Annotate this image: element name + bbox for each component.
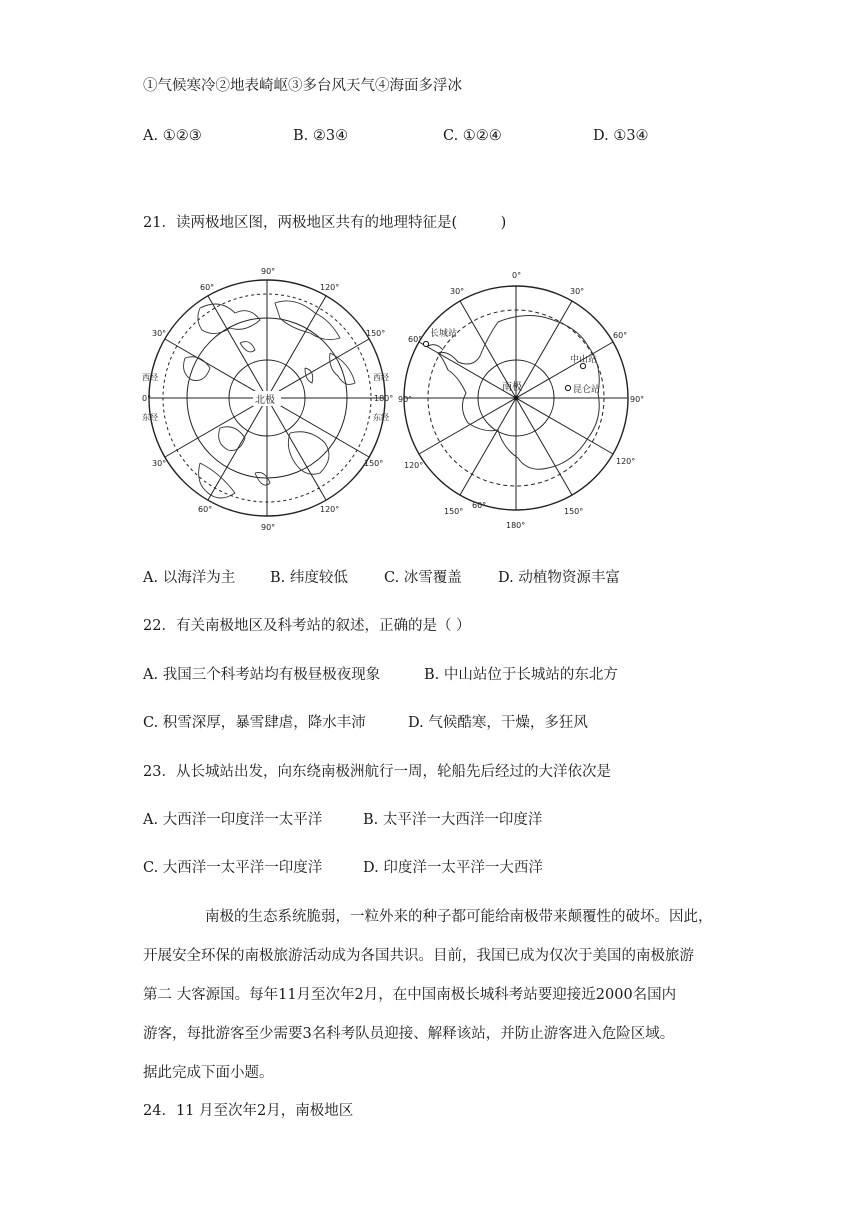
- passage-line-3: 第二 大客源国。每年11月至次年2月，在中国南极长城科考站要迎接近2000名国内: [143, 987, 677, 1003]
- nm-label-r180: 180°: [374, 394, 394, 403]
- q22-option-b[interactable]: B. 中山站位于长城站的东北方: [424, 667, 618, 683]
- sm-label-l60: 60°: [408, 335, 423, 344]
- nm-label-l30b: 30°: [152, 459, 167, 468]
- passage-line-4: 游客，每批游客至少需要3名科考队员迎接、解释该站，并防止游客进入危险区域。: [143, 1026, 675, 1042]
- q21-option-c[interactable]: C. 冰雪覆盖: [384, 570, 462, 586]
- polar-maps-figure: [140, 258, 660, 540]
- zhongshan-station-label: 中山站: [570, 355, 598, 365]
- nm-label-r150b: 150°: [364, 459, 384, 468]
- q20-option-d[interactable]: D. ①3④: [593, 128, 649, 144]
- changcheng-station-label: 长城站: [430, 329, 458, 339]
- south-pole-dot: [514, 396, 518, 400]
- q22-option-d[interactable]: D. 气候酷寒，干燥，多狂风: [408, 715, 588, 731]
- sm-label-r90: 90°: [630, 395, 645, 404]
- nm-label-west2: 西经: [373, 373, 389, 382]
- q23-option-b[interactable]: B. 太平洋一大西洋一印度洋: [363, 812, 543, 828]
- nm-label-br120: 120°: [320, 505, 340, 514]
- q23-option-a[interactable]: A. 大西洋一印度洋一太平洋: [143, 812, 323, 828]
- sm-label-b150r: 150°: [564, 507, 584, 516]
- nm-label-east2: 东经: [373, 413, 389, 422]
- q23-option-c[interactable]: C. 大西洋一太平洋一印度洋: [143, 860, 323, 876]
- sm-label-l90: 90°: [398, 395, 413, 404]
- north-polar-map: [140, 258, 400, 540]
- q21-option-b[interactable]: B. 纬度较低: [270, 570, 348, 586]
- q22-option-c[interactable]: C. 积雪深厚，暴雪肆虐，降水丰沛: [143, 715, 366, 731]
- nm-label-r150a: 150°: [366, 329, 386, 338]
- passage-line-1: 南极的生态系统脆弱，一粒外来的种子都可能给南极带来颠覆性的破坏。因此，: [205, 909, 713, 925]
- nm-label-west: 西经: [142, 373, 158, 382]
- sm-label-b150l: 150°: [444, 507, 464, 516]
- nm-label-east: 东经: [142, 413, 158, 422]
- south-polar-map: [398, 258, 658, 540]
- q21-stem: 21．读两极地区图，两极地区共有的地理特征是( ): [143, 215, 507, 231]
- q22-option-a[interactable]: A. 我国三个科考站均有极昼极夜现象: [143, 667, 381, 683]
- kunlun-station-label: 昆仑站: [573, 385, 601, 395]
- north-pole-label: 北极: [255, 395, 275, 406]
- changcheng-station-marker: [423, 341, 428, 346]
- q21-option-d[interactable]: D. 动植物资源丰富: [498, 570, 620, 586]
- kunlun-station-marker: [565, 385, 570, 390]
- q20-statements: ①气候寒冷②地表崎岖③多台风天气④海面多浮冰: [143, 78, 462, 94]
- south-pole-label: 南极: [502, 382, 522, 393]
- q20-option-b[interactable]: B. ②3④: [293, 128, 349, 144]
- q20-option-c[interactable]: C. ①②④: [443, 128, 502, 144]
- nm-label-zero: 0°: [142, 394, 152, 403]
- passage-line-5: 据此完成下面小题。: [143, 1065, 274, 1081]
- q22-stem: 22．有关南极地区及科考站的叙述，正确的是（ ）: [143, 618, 471, 634]
- sm-label-l120: 120°: [404, 461, 424, 470]
- nm-label-tr120: 120°: [320, 283, 340, 292]
- sm-label-b60: 60°: [472, 501, 487, 510]
- passage-line-2: 开展安全环保的南极旅游活动成为各国共识。目前，我国已成为仅次于美国的南极旅游: [143, 948, 694, 964]
- sm-label-bottom: 180°: [506, 521, 526, 530]
- q20-option-a[interactable]: A. ①②③: [143, 128, 202, 144]
- q24-stem: 24．11 月至次年2月，南极地区: [143, 1103, 354, 1119]
- nm-label-tl60: 60°: [200, 283, 215, 292]
- sm-label-t30r: 30°: [570, 287, 585, 296]
- sm-label-r120: 120°: [616, 457, 636, 466]
- nm-label-bottom: 90°: [261, 523, 276, 532]
- q23-stem: 23．从长城站出发，向东绕南极洲航行一周，轮船先后经过的大洋依次是: [143, 764, 611, 780]
- nm-label-top: 90°: [261, 267, 276, 276]
- nm-label-l30a: 30°: [152, 329, 167, 338]
- sm-label-r60: 60°: [613, 331, 628, 340]
- q21-option-a[interactable]: A. 以海洋为主: [143, 570, 236, 586]
- sm-label-t30l: 30°: [450, 287, 465, 296]
- sm-label-top: 0°: [512, 271, 522, 280]
- q23-option-d[interactable]: D. 印度洋一太平洋一大西洋: [363, 860, 543, 876]
- nm-label-bl60: 60°: [198, 505, 213, 514]
